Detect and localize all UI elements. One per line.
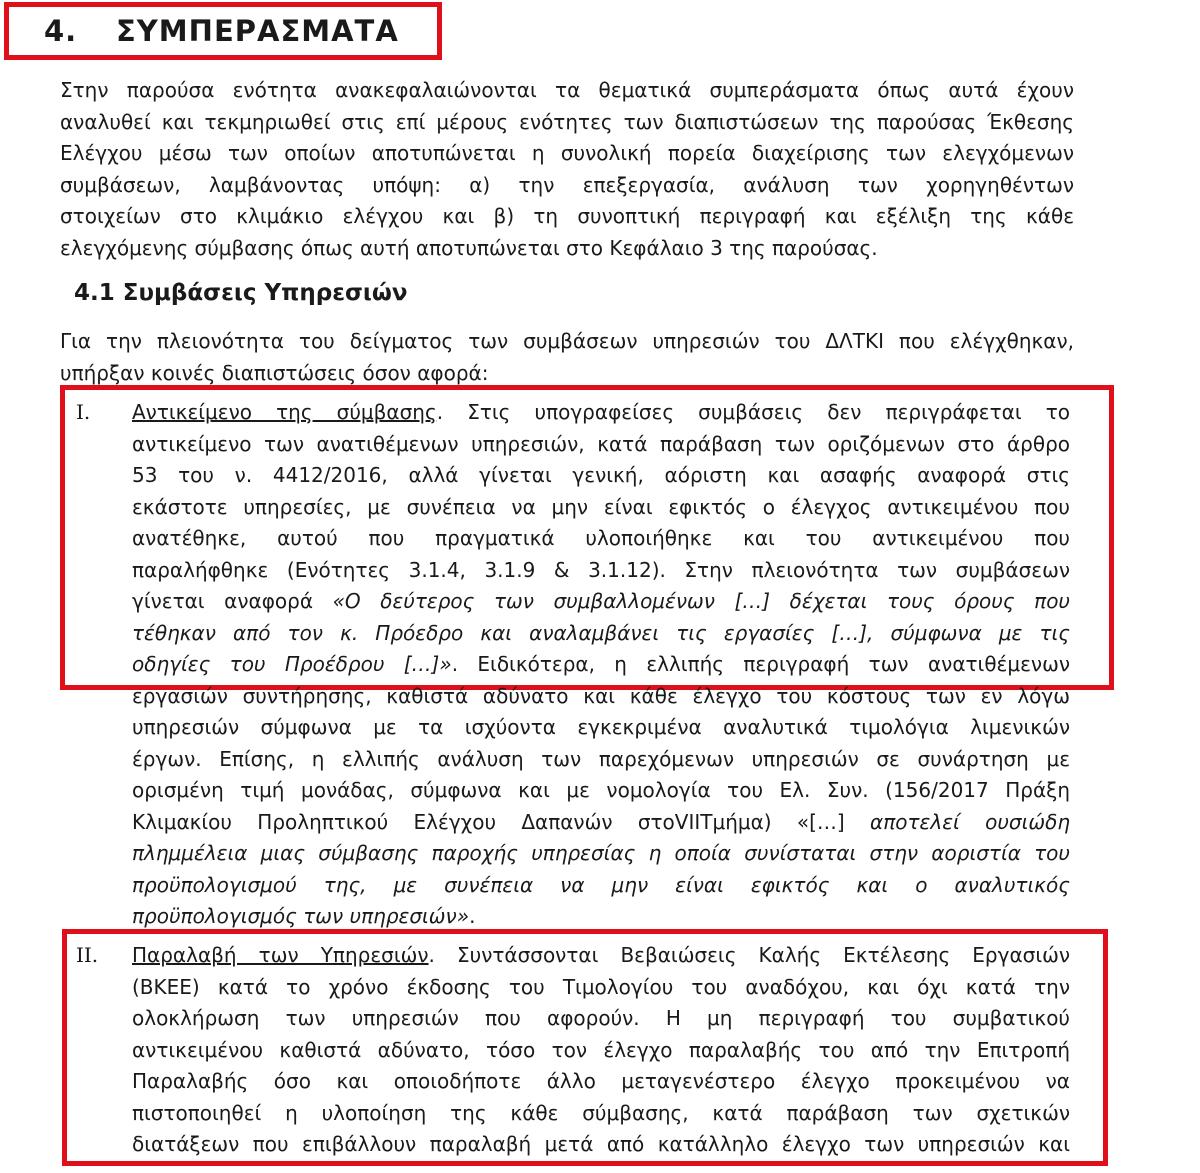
item-quote: «Ο δεύτερος των συμβαλλομένων […] δέχεται τους όρους που [332, 589, 1070, 613]
intro-line: ελεγχόμενης σύμβασης όπως αυτή αποτυπώνεται στο Κεφάλαιο 3 της παρούσας. [60, 235, 878, 260]
item-line [132, 586, 1070, 618]
intro-line: Στην παρούσα ενότητα ανακεφαλαιώνονται τα θεματικά συμπεράσματα όπως αυτά έχουν [60, 78, 1074, 102]
item-line [132, 807, 1070, 839]
item-line [132, 940, 1070, 972]
item-line: (ΒΚΕΕ) κατά το χρόνο έκδοσης του Τιμολογίου του αναδόχου, και όχι κατά την [132, 974, 1070, 999]
item-line: πιστοποιηθεί η υλοποίηση της κάθε σύμβασης, κατά παράβαση των σχετικών [132, 1100, 1070, 1125]
item-line: 53 του ν. 4412/2016, αλλά γίνεται γενική, αόριστη και ασαφής αναφορά στις [132, 463, 1070, 487]
item-line: τέθηκαν από τον κ. Πρόεδρο και αναλαμβάνει τις εργασίες […], σύμφωνα με τις [132, 620, 1070, 645]
item-text: . Ειδικότερα, η ελλιπής περιγραφή των ανατιθέμενων [451, 652, 1070, 676]
item-line: αντικείμενο των ανατιθέμενων υπηρεσιών, κατά παράβαση των οριζόμενων στο άρθρο [132, 431, 1070, 456]
list-item-body [132, 397, 1070, 933]
intro-line: στοιχείων στο κλιμάκιο ελέγχου και β) τη συνοπτική περιγραφή και εξέλιξη της κάθε [60, 204, 1074, 228]
item-text: . Στις υπογραφείσες συμβάσεις δεν περιγράφεται το [436, 400, 1070, 424]
item-line [132, 649, 1070, 681]
item-line: αντικειμένου καθιστά αδύνατο, τόσο τον έλεγχο παραλαβής του από την Επιτροπή [132, 1037, 1070, 1062]
item-line: εργασιών συντήρησης, καθιστά αδύνατο και κάθε έλεγχο του κόστους των εν λόγω [132, 683, 1070, 708]
intro-line: συμβάσεων, λαμβάνοντας υπόψη: α) την επεξεργασία, ανάλυση των χορηγηθέντων [60, 172, 1074, 197]
section-title [44, 14, 399, 48]
item-text: Κλιμακίου Προληπτικού Ελέγχου Δαπανών στοVIIΤμήμα) «[…] [132, 809, 871, 834]
item-heading: Παραλαβή των Υπηρεσιών [132, 943, 429, 967]
intro-paragraph [60, 75, 1074, 264]
item-heading: Αντικείμενο της σύμβασης [132, 400, 437, 424]
item-line: έργων. Επίσης, η ελλιπής ανάλυση των παρεχόμενων υπηρεσιών σε συνάρτηση με [132, 746, 1070, 771]
item-line: Παραλαβής όσο και οποιοδήποτε άλλο μεταγενέστερο έλεγχο προκειμένου να [132, 1069, 1070, 1093]
item-quote: αποτελεί ουσιώδη [870, 809, 1070, 834]
subsection-heading: 4.1 Συμβάσεις Υπηρεσιών [74, 280, 408, 306]
list-numeral: I. [76, 400, 91, 424]
lead-paragraph [60, 326, 1074, 389]
section-title-text: ΣΥΜΠΕΡΑΣΜΑΤΑ [116, 14, 399, 48]
lead-line: υπήρξαν κοινές διαπιστώσεις όσον αφορά: [60, 360, 489, 385]
list-numeral: II. [76, 943, 99, 967]
item-line: παραλήφθηκε (Ενότητες 3.1.4, 3.1.9 & 3.1.12). Στην πλειονότητα των συμβάσεων [132, 557, 1070, 582]
item-line: ανατέθηκε, αυτού που πραγματικά υλοποιήθηκε και του αντικειμένου που [132, 526, 1070, 550]
lead-line: Για την πλειονότητα του δείγματος των συμβάσεων υπηρεσιών του ΔΛΤΚΙ που ελέγχθηκαν, [60, 329, 1074, 353]
section-number: 4. [44, 14, 78, 48]
item-text: . Συντάσσονται Βεβαιώσεις Καλής Εκτέλεσης Εργασιών [428, 943, 1071, 967]
item-quote: οδηγίες του Προέδρου […]» [132, 652, 452, 676]
list-item-body [132, 940, 1070, 1161]
item-line: διατάξεων που επιβάλλουν παραλαβή μετά από κατάλληλο έλεγχο των υπηρεσιών και [132, 1132, 1070, 1156]
item-line: ορισμένη τιμή μονάδας, σύμφωνα και με νομολογία του Ελ. Συν. (156/2017 Πράξη [132, 778, 1070, 802]
item-line: ολοκλήρωση των υπηρεσιών που αφορούν. Η μη περιγραφή του συμβατικού [132, 1006, 1070, 1030]
item-line: εκάστοτε υπηρεσίες, με συνέπεια να μην είναι εφικτός ο έλεγχος αντικειμένου που [132, 494, 1070, 519]
item-line: υπηρεσιών σύμφωνα με τα ισχύοντα εγκεκριμένα αναλυτικά τιμολόγια λιμενικών [132, 715, 1070, 739]
item-line: πλημμέλεια μιας σύμβασης παροχής υπηρεσίας η οποία συνίσταται στην αοριστία του [132, 841, 1070, 865]
item-line: προϋπολογισμού της, με συνέπεια να μην είναι εφικτός και ο αναλυτικός [132, 872, 1070, 897]
item-text: γίνεται αναφορά [132, 589, 333, 613]
intro-line: Ελέγχου μέσω των οποίων αποτυπώνεται η συνολική πορεία διαχείρισης των ελεγχόμενων [60, 141, 1074, 165]
item-quote: προϋπολογισμός των υπηρεσιών» [132, 904, 470, 928]
item-text: . [469, 904, 476, 928]
item-line [132, 901, 1070, 933]
intro-line: αναλυθεί και τεκμηριωθεί στις επί μέρους ενότητες των διαπιστώσεων της παρούσας Έκθεσης [60, 109, 1074, 134]
item-line [132, 397, 1070, 429]
